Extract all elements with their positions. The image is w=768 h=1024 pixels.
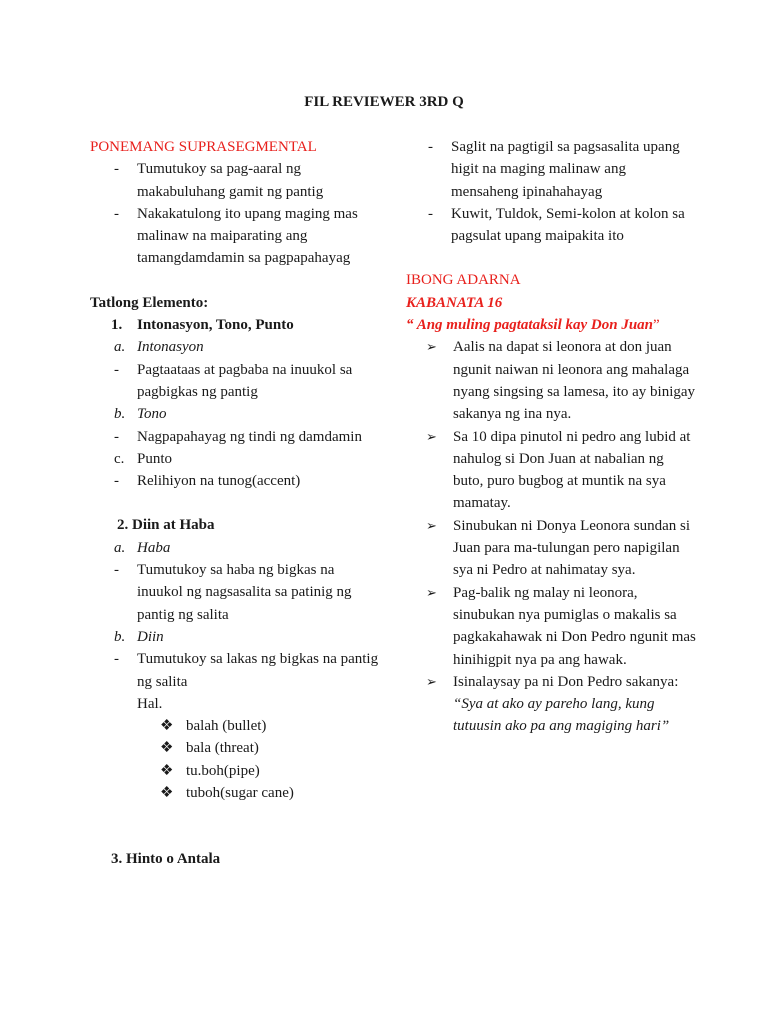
spacer <box>90 270 380 292</box>
arrow-list-text: Pag-balik ng malay ni leonora, sinubukan nya pumiglas o makalis sa pagkakahawak ni Don Pedro ngunit mas hinihigpit nya pa ang hawak. <box>453 584 696 668</box>
example-label: Hal. <box>137 695 163 712</box>
chapter-subtitle-text: “ Ang muling pagtataksil kay Don Juan <box>406 317 654 334</box>
dash-marker: - <box>428 139 433 155</box>
diamond-bullet-icon: ❖ <box>160 785 174 802</box>
letter-marker: a. <box>114 539 126 556</box>
example-text: tuboh(sugar cane) <box>186 785 294 802</box>
arrow-list-item <box>406 336 696 425</box>
section-heading-ponemang: PONEMANG SUPRASEGMENTAL <box>90 139 317 155</box>
list-item-text: Saglit na pagtigil sa pagsasalita upang higit na maging malinaw ang mensaheng ipinahahayag <box>451 139 680 200</box>
numbered-item-title: Intonasyon, Tono, Punto <box>137 317 294 334</box>
spacer <box>90 826 380 848</box>
diamond-bullet-icon: ❖ <box>160 762 174 779</box>
example-item <box>90 760 380 782</box>
sub-item-label: Tono <box>137 406 167 423</box>
sub-item-b <box>90 403 380 425</box>
sub-item-label: Haba <box>137 539 171 556</box>
arrow-list-item <box>406 426 696 515</box>
quote-text: “Sya at ako ay pareho lang, kung tutuusin ako pa ang magiging hari” <box>453 696 670 735</box>
arrow-list-text: Sa 10 dipa pinutol ni pedro ang lubid at nahulog si Don Juan at nabalian ng buto, puro bugbog at muntik na sya mamatay. <box>453 428 691 512</box>
arrow-bullet-icon: ➢ <box>426 517 437 533</box>
list-item-text: Tumutukoy sa pag-aaral ng makabuluhang gamit ng pantig <box>137 161 324 200</box>
list-item <box>90 426 380 448</box>
numbered-item-3: 3. Hinto o Antala <box>111 851 221 868</box>
sub-item-label: Diin <box>137 628 164 645</box>
list-item-text: Kuwit, Tuldok, Semi-kolon at kolon sa pagsulat upang maipakita ito <box>451 205 685 245</box>
diamond-bullet-icon: ❖ <box>160 718 174 735</box>
section-heading-ibong-adarna: IBONG ADARNA <box>406 272 521 289</box>
example-text: tu.boh(pipe) <box>186 762 260 779</box>
list-item <box>90 158 380 203</box>
arrow-list-item <box>406 582 696 671</box>
list-item-text: Pagtaataas at pagbaba na inuukol sa pagbigkas ng pantig <box>137 361 353 400</box>
spacer <box>90 804 380 826</box>
dash-marker: - <box>428 205 433 222</box>
numbered-item-1 <box>90 314 380 336</box>
chapter-subtitle-close-quote: ” <box>653 317 660 334</box>
numbered-item-2: 2. Diin at Haba <box>117 517 215 534</box>
dash-marker: - <box>114 651 119 668</box>
dash-marker: - <box>114 428 119 445</box>
arrow-list-item <box>406 671 696 738</box>
list-item <box>90 203 380 270</box>
letter-marker: b. <box>114 406 126 423</box>
example-item <box>90 782 380 804</box>
right-column <box>406 136 696 738</box>
letter-marker: c. <box>114 450 125 467</box>
diamond-bullet-icon: ❖ <box>160 740 174 757</box>
list-item <box>90 648 380 693</box>
arrow-list-text: Sinubukan ni Donya Leonora sundan si Juan para ma-tulungan pero napigilan sya ni Pedro at nahimatay sya. <box>453 517 691 579</box>
number-marker: 1. <box>111 317 123 334</box>
letter-marker: b. <box>114 628 126 645</box>
dash-marker: - <box>114 361 119 378</box>
spacer <box>90 492 380 514</box>
list-item-text: Tumutukoy sa lakas ng bigkas na pantig ng salita <box>137 651 379 690</box>
arrow-list-text: Aalis na dapat si leonora at don juan ngunit naiwan ni leonora ang mahalaga nyang singsing sa lamesa, ito ay binigay sakanya ng ina nya. <box>453 339 696 423</box>
example-text: balah (bullet) <box>186 718 267 735</box>
dash-marker: - <box>114 205 119 222</box>
chapter-subtitle <box>406 314 696 336</box>
dash-marker: - <box>114 473 119 490</box>
example-item <box>90 737 380 759</box>
list-item-text: Relihiyon na tunog(accent) <box>137 473 301 490</box>
list-item <box>90 359 380 404</box>
letter-marker: a. <box>114 339 126 356</box>
sub-item-a <box>90 537 380 559</box>
example-text: bala (threat) <box>186 740 259 757</box>
sub-item-label: Intonasyon <box>137 339 204 356</box>
chapter-label: KABANATA 16 <box>406 294 503 311</box>
quote-intro: Isinalaysay pa ni Don Pedro sakanya: <box>453 673 679 690</box>
sub-item-c <box>90 448 380 470</box>
arrow-list-text <box>453 671 696 738</box>
dash-marker: - <box>114 161 119 178</box>
sub-item-label: Punto <box>137 450 173 467</box>
example-item <box>90 715 380 737</box>
list-item-text: Nagpapahayag ng tindi ng damdamin <box>137 428 362 445</box>
list-item-text: Tumutukoy sa haba ng bigkas na inuukol ng nagsasalita sa patinig ng pantig ng salita <box>137 562 352 623</box>
spacer <box>406 247 696 269</box>
sub-item-a <box>90 336 380 358</box>
elements-heading: Tatlong Elemento: <box>90 294 209 311</box>
list-item-text: Nakakatulong ito upang maging mas malinaw na maiparating ang tamangdamdamin sa pagpapahayag <box>137 205 358 267</box>
arrow-bullet-icon: ➢ <box>426 428 437 444</box>
list-item <box>90 470 380 492</box>
left-column <box>90 136 380 871</box>
arrow-list-item <box>406 515 696 582</box>
dash-marker: - <box>114 562 119 579</box>
list-item <box>406 203 696 248</box>
list-item <box>90 559 380 626</box>
sub-item-b <box>90 626 380 648</box>
arrow-bullet-icon: ➢ <box>426 339 437 355</box>
document-title: FIL REVIEWER 3RD Q <box>304 94 464 110</box>
arrow-bullet-icon: ➢ <box>426 584 437 600</box>
list-item <box>406 136 696 203</box>
arrow-bullet-icon: ➢ <box>426 673 437 689</box>
